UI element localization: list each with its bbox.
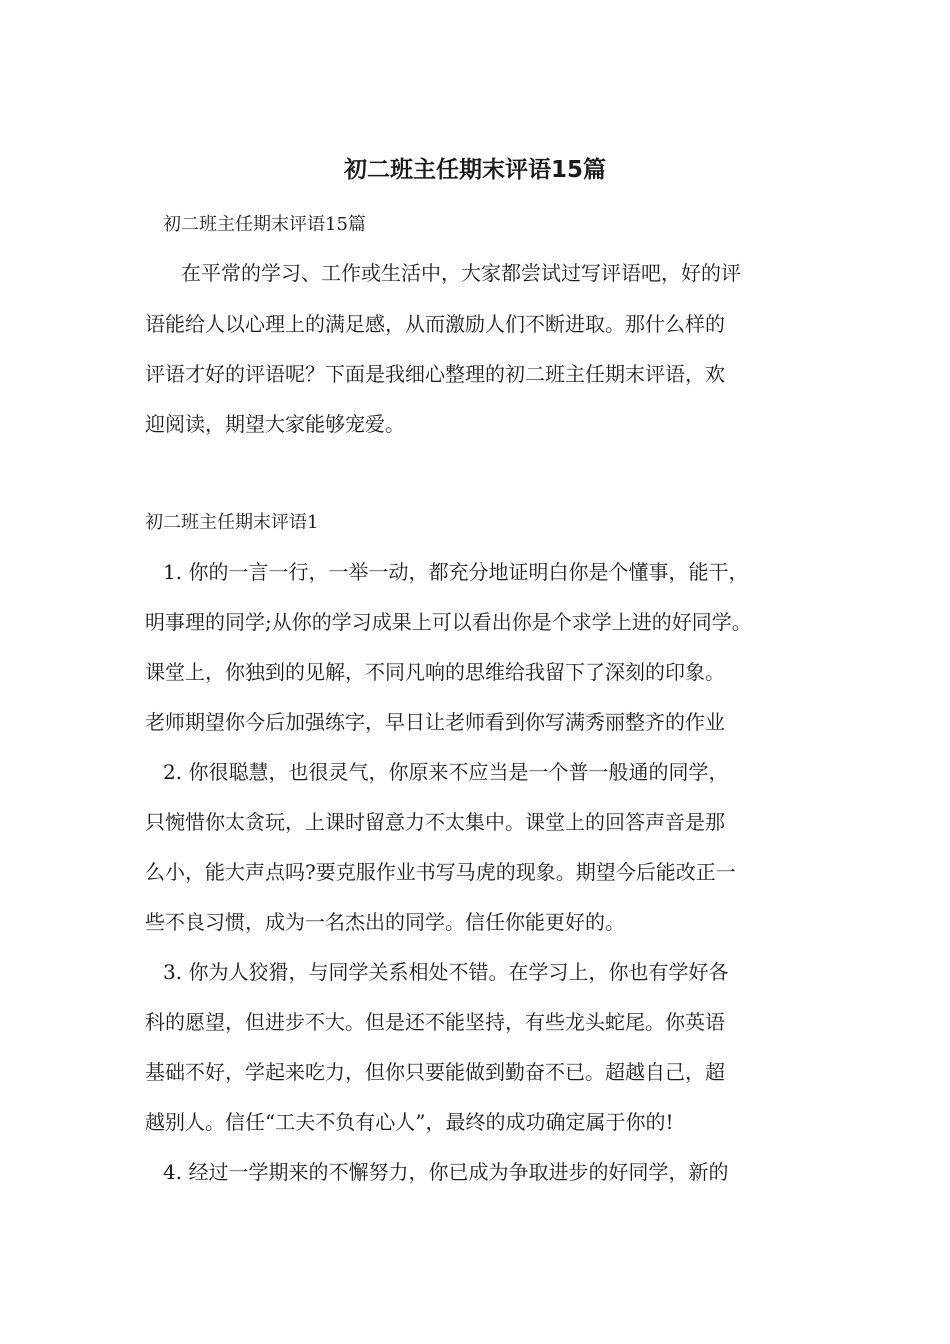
- body-line: 老师期望你今后加强练字，早日让老师看到你写满秀丽整齐的作业: [145, 710, 725, 734]
- body-line: 基础不好，学起来吃力，但你只要能做到勤奋不已。超越自己，超: [145, 1060, 725, 1084]
- intro-line: 评语才好的评语呢？下面是我细心整理的初二班主任期末评语，欢: [145, 362, 725, 386]
- document-title: 初二班主任期末评语15篇: [343, 157, 606, 183]
- body-line: 2. 你很聪慧，也很灵气，你原来不应当是一个普一般通的同学，: [163, 760, 729, 784]
- body-line: 科的愿望，但进步不大。但是还不能坚持，有些龙头蛇尾。你英语: [145, 1010, 725, 1034]
- body-line: 1. 你的一言一行，一举一动，都充分地证明白你是个懂事，能干，: [163, 560, 749, 584]
- intro-line: 迎阅读，期望大家能够宠爱。: [145, 412, 405, 436]
- body-line: 些不良习惯，成为一名杰出的同学。信任你能更好的。: [145, 910, 625, 934]
- body-line: 越别人。信任“工夫不负有心人”，最终的成功确定属于你的!: [145, 1110, 674, 1134]
- body-line: 课堂上，你独到的见解，不同凡响的思维给我留下了深刻的印象。: [145, 660, 725, 684]
- document-subtitle: 初二班主任期末评语15篇: [163, 214, 366, 235]
- section-heading: 初二班主任期末评语1: [145, 512, 319, 533]
- body-line: 么小，能大声点吗?要克服作业书写马虎的现象。期望今后能改正一: [145, 860, 736, 884]
- body-line: 只惋惜你太贪玩，上课时留意力不太集中。课堂上的回答声音是那: [145, 810, 725, 834]
- body-line: 4. 经过一学期来的不懈努力，你已成为争取进步的好同学，新的: [163, 1160, 729, 1184]
- body-line: 3. 你为人狡猾，与同学关系相处不错。在学习上，你也有学好各: [163, 960, 729, 984]
- body-line: 明事理的同学;从你的学习成果上可以看出你是个求学上进的好同学。: [145, 610, 752, 634]
- intro-line: 语能给人以心理上的满足感，从而激励人们不断进取。那什么样的: [145, 312, 725, 336]
- intro-line: 在平常的学习、工作或生活中，大家都尝试过写评语吧，好的评: [181, 261, 741, 285]
